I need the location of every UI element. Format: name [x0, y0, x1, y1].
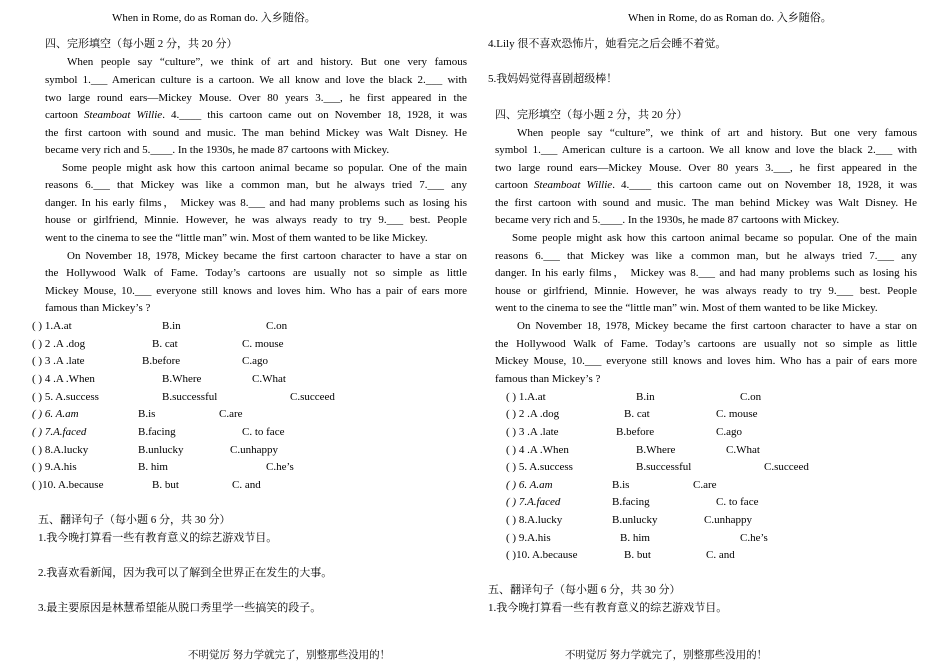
- page-header: When in Rome, do as Roman do. 入乡随俗。: [628, 12, 832, 24]
- cloze-p1-line: became very rich and 5.____. In the 1930s, he made 87 cartoons with Mickey.: [45, 144, 390, 156]
- cloze-p3-line: the Hollywood Walk of Fame. Today’s cartoons are usually not so simple as little: [495, 338, 917, 350]
- cloze-p3-line: On November 18, 1978, Mickey became the first cartoon character to have a star on: [517, 320, 917, 332]
- page-header: When in Rome, do as Roman do. 入乡随俗。: [112, 12, 316, 24]
- page-footer: 不明觉厉 努力学就完了，别整那些没用的！: [188, 650, 391, 661]
- cloze-p1-line: symbol 1.___ American culture is a cartoon. We all know and love the black 2.___ with: [45, 74, 467, 86]
- cloze-p1-line: two large round ears—Mickey Mouse. Over 80 years 3.___, he first appeared in the: [45, 92, 467, 104]
- cloze-p1-line: the first cartoon with sound and music. The man behind Mickey was Walt Disney. He: [495, 197, 917, 209]
- cloze-p2-line: went to the cinema to see the “little man” win. Most of them wanted to be like Mickey.: [45, 232, 428, 244]
- translate-section-title: 五、翻译句子（每小题 6 分，共 30 分）: [488, 584, 681, 596]
- cloze-p2-line: went to the cinema to see the “little man” win. Most of them wanted to be like Mickey.: [495, 302, 878, 314]
- cloze-p1-line: two large round ears—Mickey Mouse. Over 80 years 3.___, he first appeared in the: [495, 162, 917, 174]
- cloze-p1-line: symbol 1.___ American culture is a cartoon. We all know and love the black 2.___ with: [495, 144, 917, 156]
- page-left: When in Rome, do as Roman do. 入乡随俗。 四、完形填空（每小题 2 分，共 20 分） When people say “culture”, we think of art and history. But one very famous symbol 1.___ American culture is a cartoon. We all know and love the black 2.___ with two large round ears—Mickey Mouse. Over 80 years 3.___, he first appeared in the cartoon Steamboat Willie. 4.____ this cartoon came out on November 18, 1928, it was the first cartoon with sound and music. The man behind Mickey was Walt Disney. He became very rich and 5.____. In the 1930s, he made 87 cartoons with Mickey. Some people might ask how this cartoon animal became so popular. One of the main reasons 6.___ that Mickey was like a common man, but he always tried 7.___ any danger. In his early films， Mickey was 8.___ and had many problems such as losing his house or girlfriend, Minnie. However, he was always ready to try 9.___ best. People went to the cinema to see the “little man” win. Most of them wanted to be like Mickey. On November 18, 1978, Mickey became the first cartoon character to have a star on the Hollywood Walk of Fame. Today’s cartoons are usually not so simple as little Mickey Mouse, 10.___ everyone still knows and loves him. Who has a pair of ears more famous than Mickey’s ? ( ) 1.A.at B.in C.on ( ) 2 .A .dog B. cat C. mouse ( ) 3 .A .late B.before C.ago ( ) 4 .A .When B.Where C.What ( ) 5. A.success B.successful C.succeed ( ) 6. A.am B.is C.are ( ) 7.A.faced B.facing C. to face ( ) 8.A.lucky B.unlucky C.unhappy ( ) 9.A.his B. him C.he’s ( )10. A.because B. but C. and 五、翻译句子（每小题 6 分，共 30 分） 1.我今晚打算看一些有教育意义的综艺游戏节目。 2.我喜欢看新闻，因为我可以了解到全世界正在发生的大事。 3.最主要原因是林慧希望能从脱口秀里学一些搞笑的段子。 不明觉厉 努力学就完了，别整那些没用的！: [0, 0, 475, 672]
- cloze-p1-line: cartoon Steamboat Willie. 4.____ this cartoon came out on November 18, 1928, it was: [45, 109, 467, 121]
- cloze-p3-line: Mickey Mouse, 10.___ everyone still knows and loves him. Who has a pair of ears more: [45, 285, 467, 297]
- cloze-p1-line: became very rich and 5.____. In the 1930s, he made 87 cartoons with Mickey.: [495, 214, 840, 226]
- cloze-p2-line: reasons 6.___ that Mickey was like a common man, but he always tried 7.___ any: [45, 179, 467, 191]
- translate-item: 3.最主要原因是林慧希望能从脱口秀里学一些搞笑的段子。: [38, 602, 322, 614]
- cloze-p2-line: Some people might ask how this cartoon animal became so popular. One of the main: [62, 162, 467, 174]
- cloze-p1-line: When people say “culture”, we think of art and history. But one very famous: [517, 127, 917, 139]
- cloze-section-title: 四、完形填空（每小题 2 分，共 20 分）: [45, 38, 238, 50]
- cloze-p2-line: house or girlfriend, Minnie. However, he was always ready to try 9.___ best. People: [45, 214, 467, 226]
- translate-item: 1.我今晚打算看一些有教育意义的综艺游戏节目。: [38, 532, 278, 544]
- cloze-p3-line: famous than Mickey’s ?: [45, 302, 151, 314]
- cloze-p1-line: When people say “culture”, we think of art and history. But one very famous: [67, 56, 467, 68]
- cloze-p1-line: the first cartoon with sound and music. The man behind Mickey was Walt Disney. He: [45, 127, 467, 139]
- cloze-p3-line: Mickey Mouse, 10.___ everyone still knows and loves him. Who has a pair of ears more: [495, 355, 917, 367]
- page-footer: 不明觉厉 努力学就完了，别整那些没用的！: [565, 650, 768, 661]
- cloze-p3-line: On November 18, 1978, Mickey became the first cartoon character to have a star on: [67, 250, 467, 262]
- translate-item: 4.Lily 很不喜欢恐怖片，她看完之后会睡不着觉。: [488, 38, 727, 50]
- page-right: When in Rome, do as Roman do. 入乡随俗。 4.Lily 很不喜欢恐怖片，她看完之后会睡不着觉。 5.我妈妈觉得喜剧超级棒！ 四、完形填空（每小题 2 分，共 20 分） When people say “culture”, we think of art and history. But one very famous symbol 1.___ American culture is a cartoon. We all know and love the black 2.___ with two large round ears—Mickey Mouse. Over 80 years 3.___, he first appeared in the cartoon Steamboat Willie. 4.____ this cartoon came out on November 18, 1928, it was the first cartoon with sound and music. The man behind Mickey was Walt Disney. He became very rich and 5.____. In the 1930s, he made 87 cartoons with Mickey. Some people might ask how this cartoon animal became so popular. One of the main reasons 6.___ that Mickey was like a common man, but he always tried 7.___ any danger. In his early films， Mickey was 8.___ and had many problems such as losing his house or girlfriend, Minnie. However, he was always ready to try 9.___ best. People went to the cinema to see the “little man” win. Most of them wanted to be like Mickey. On November 18, 1978, Mickey became the first cartoon character to have a star on the Hollywood Walk of Fame. Today’s cartoons are usually not so simple as little Mickey Mouse, 10.___ everyone still knows and loves him. Who has a pair of ears more famous than Mickey’s ? ( ) 1.A.at B.in C.on ( ) 2 .A .dog B. cat C. mouse ( ) 3 .A .late B.before C.ago ( ) 4 .A .When B.Where C.What ( ) 5. A.success B.successful C.succeed ( ) 6. A.am B.is C.are ( ) 7.A.faced B.facing C. to face ( ) 8.A.lucky B.unlucky C.unhappy ( ) 9.A.his B. him C.he’s ( )10. A.because B. but C. and 五、翻译句子（每小题 6 分，共 30 分） 1.我今晚打算看一些有教育意义的综艺游戏节目。 不明觉厉 努力学就完了，别整那些没用的！: [475, 0, 950, 672]
- cloze-p2-line: danger. In his early films， Mickey was 8.___ and had many problems such as losing his: [45, 197, 467, 209]
- cloze-p2-line: house or girlfriend, Minnie. However, he was always ready to try 9.___ best. People: [495, 285, 917, 297]
- cloze-p2-line: danger. In his early films， Mickey was 8.___ and had many problems such as losing his: [495, 267, 917, 279]
- cloze-p3-line: the Hollywood Walk of Fame. Today’s cartoons are usually not so simple as little: [45, 267, 467, 279]
- translate-section-title: 五、翻译句子（每小题 6 分，共 30 分）: [38, 514, 231, 526]
- cloze-p1-line: cartoon Steamboat Willie. 4.____ this cartoon came out on November 18, 1928, it was: [495, 179, 917, 191]
- cloze-p2-line: Some people might ask how this cartoon animal became so popular. One of the main: [512, 232, 917, 244]
- translate-item: 1.我今晚打算看一些有教育意义的综艺游戏节目。: [488, 602, 728, 614]
- translate-item: 5.我妈妈觉得喜剧超级棒！: [488, 73, 618, 85]
- translate-item: 2.我喜欢看新闻，因为我可以了解到全世界正在发生的大事。: [38, 567, 333, 579]
- cloze-section-title: 四、完形填空（每小题 2 分，共 20 分）: [495, 109, 688, 121]
- cloze-p2-line: reasons 6.___ that Mickey was like a common man, but he always tried 7.___ any: [495, 250, 917, 262]
- cloze-p3-line: famous than Mickey’s ?: [495, 373, 601, 385]
